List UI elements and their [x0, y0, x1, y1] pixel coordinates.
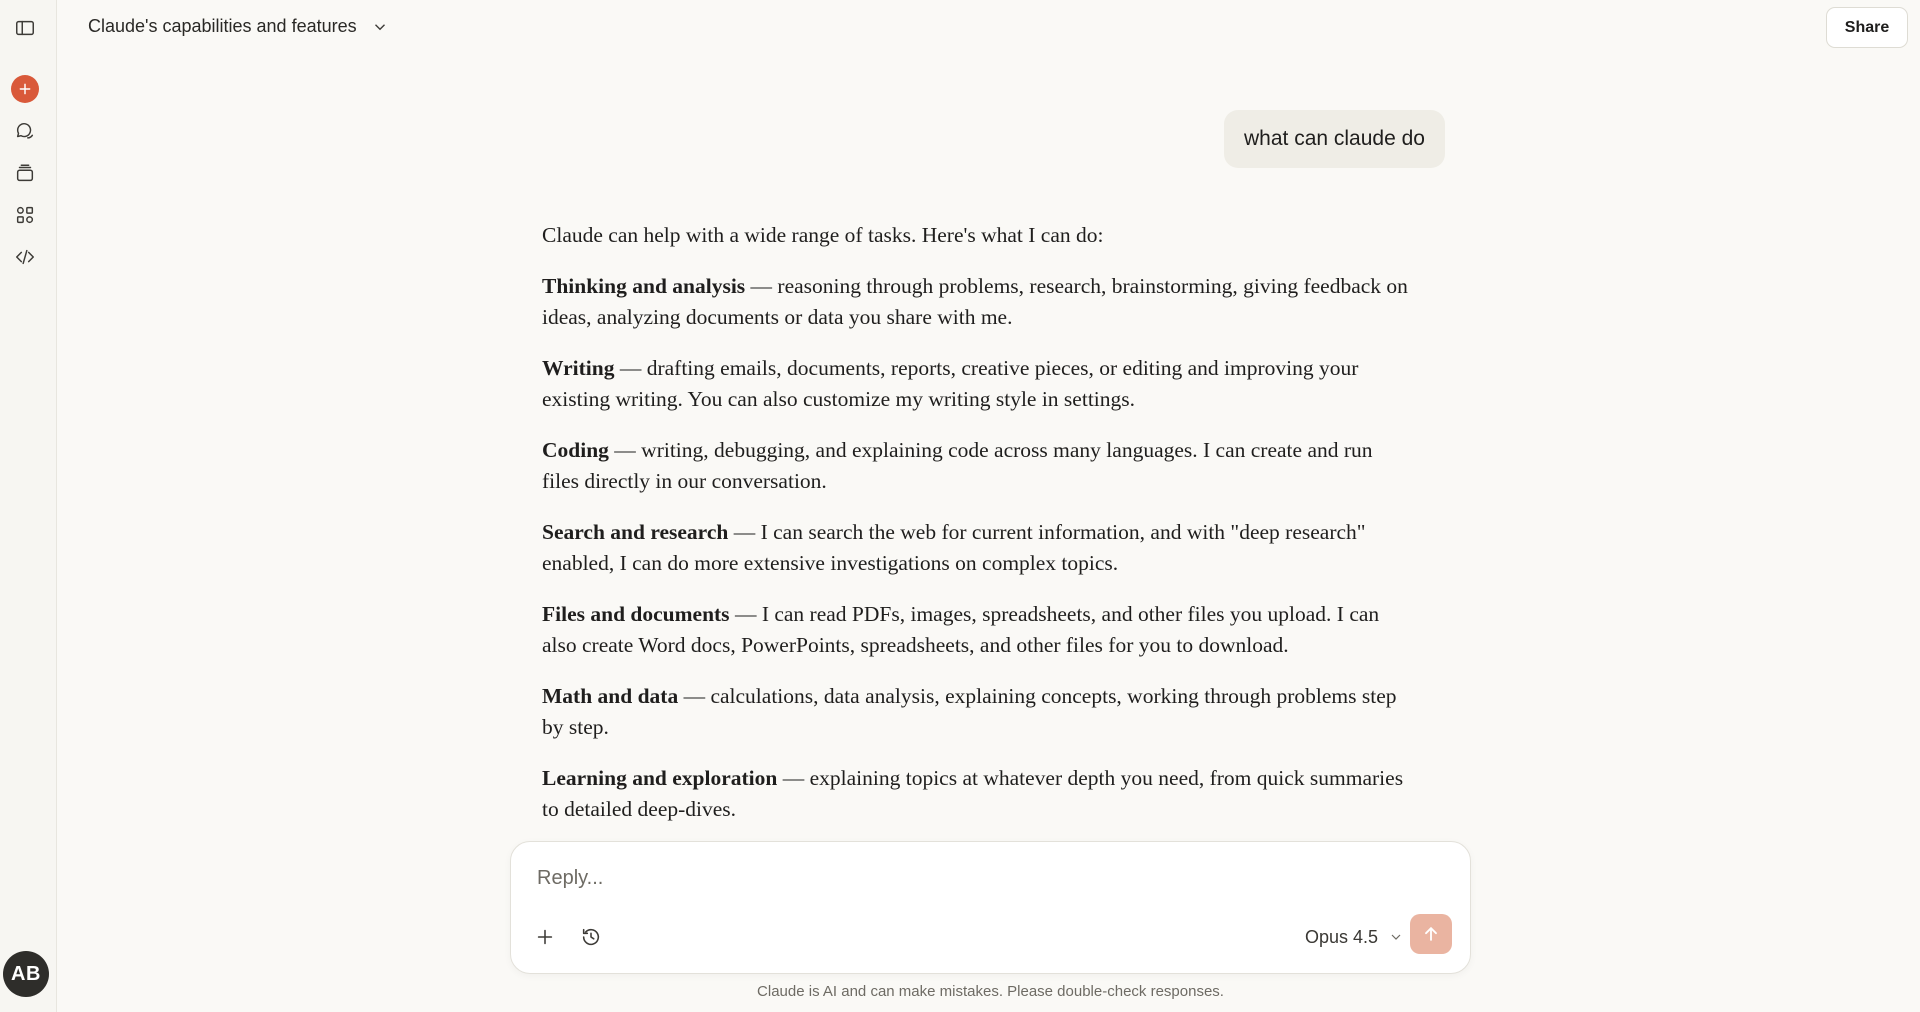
chevron-down-icon: [371, 18, 389, 36]
response-item-title: Writing: [542, 356, 615, 380]
composer: [510, 841, 1471, 974]
response-item-title: Learning and exploration: [542, 766, 778, 790]
projects-button[interactable]: [10, 158, 40, 188]
plus-icon: [534, 926, 556, 948]
model-selector[interactable]: [1305, 922, 1404, 952]
sidebar-rail: [0, 0, 57, 1012]
stack-icon: [14, 162, 36, 184]
response-item-title: Thinking and analysis: [542, 274, 746, 298]
response-item: [542, 517, 1412, 579]
clock-history-icon: [580, 926, 602, 948]
response-item-text: — writing, debugging, and explaining code across many languages. I can create and run files directly in our conversation.: [542, 438, 1373, 493]
response-item-text: — drafting emails, documents, reports, creative pieces, or editing and improving your existing writing. You can also customize my writing style in settings.: [542, 356, 1359, 411]
add-attachment-button[interactable]: [527, 919, 563, 955]
response-item: [542, 763, 1412, 825]
send-button[interactable]: [1410, 914, 1452, 954]
response-item-title: Coding: [542, 438, 609, 462]
response-item-title: Search and research: [542, 520, 729, 544]
chevron-down-icon: [1388, 929, 1404, 945]
response-item: [542, 435, 1412, 497]
code-button[interactable]: [10, 242, 40, 272]
toggle-sidebar-button[interactable]: [10, 13, 40, 43]
response-item-text: — I can read PDFs, images, spreadsheets, and other files you upload. I can also create Word docs, PowerPoints, spreadsheets, and other files for you to download.: [542, 602, 1380, 657]
artifacts-button[interactable]: [10, 200, 40, 230]
assistant-response: [542, 220, 1412, 845]
response-item: [542, 681, 1412, 743]
avatar[interactable]: AB: [3, 951, 49, 997]
response-item-text: — I can search the web for current information, and with "deep research" enabled, I can do more extensive investigations on complex topics.: [542, 520, 1366, 575]
response-item: [542, 599, 1412, 661]
history-button[interactable]: [573, 919, 609, 955]
reply-input[interactable]: [537, 862, 1437, 894]
model-name: Opus 4.5: [1304, 926, 1378, 947]
conversation-title-menu[interactable]: [88, 16, 389, 37]
disclaimer: Claude is AI and can make mistakes. Please double-check responses.: [757, 983, 1224, 1000]
arrow-up-icon: [1421, 924, 1441, 944]
new-chat-button[interactable]: [10, 74, 40, 104]
response-item: [542, 271, 1412, 333]
new-chat-circle: [11, 75, 39, 103]
chats-button[interactable]: [10, 116, 40, 146]
response-item-text: — explaining topics at whatever depth you need, from quick summaries to detailed deep-dives.: [542, 766, 1404, 821]
grid-shapes-icon: [14, 204, 36, 226]
conversation-title: Claude's capabilities and features: [88, 16, 357, 36]
code-brackets-icon: [14, 246, 36, 268]
response-item: [542, 353, 1412, 415]
response-item-text: — reasoning through problems, research, brainstorming, giving feedback on ideas, analyzing documents or data you share with me.: [542, 274, 1408, 329]
response-item-title: Math and data: [542, 684, 679, 708]
sidebar-panel-icon: [14, 17, 36, 39]
response-intro: Claude can help with a wide range of tasks. Here's what I can do:: [542, 223, 1104, 247]
chat-bubbles-icon: [14, 120, 36, 142]
response-item-title: Files and documents: [542, 602, 730, 626]
response-item-text: — calculations, data analysis, explaining concepts, working through problems step by step.: [542, 684, 1397, 739]
header: [58, 0, 1920, 56]
share-button[interactable]: Share: [1826, 7, 1908, 48]
user-message: what can claude do: [1224, 110, 1445, 168]
plus-icon: [17, 81, 33, 97]
